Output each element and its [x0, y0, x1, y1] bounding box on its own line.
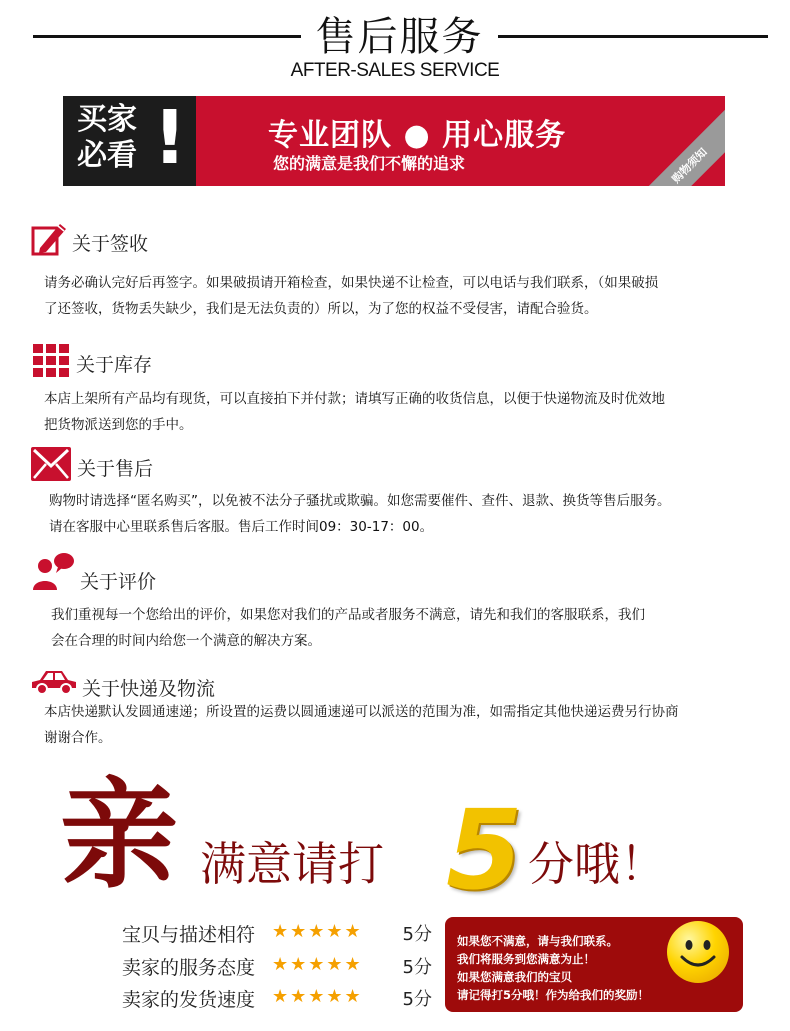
rating-row [122, 920, 432, 950]
rating-label: 卖家的服务态度 [122, 957, 256, 979]
rating-stars: ★★★★★ [272, 986, 363, 1007]
section-text-aftersales [49, 488, 671, 540]
section-line: 请务必确认完好后再签字。如果破损请开箱检查，如果快递不让检查，可以电话与我们联系，（如果破损 [44, 275, 659, 291]
rating-row [122, 985, 432, 1015]
page-subtitle: AFTER-SALES SERVICE [290, 60, 500, 81]
banner-buyer-line1: 买家 [77, 102, 137, 137]
rating-stars: ★★★★★ [272, 921, 363, 942]
note-line: 如果您不满意，请与我们联系。 [457, 934, 618, 948]
section-line: 谢谢合作。 [44, 730, 112, 746]
section-line: 我们重视每一个您给出的评价，如果您对我们的产品或者服务不满意，请先和我们的客服联系，我们 [51, 607, 645, 623]
section-line: 了还签收，货物丢失缺少，我们是无法负责的）所以，为了您的权益不受侵害，请配合验货。 [44, 301, 598, 317]
section-title-signing: 关于签收 [72, 233, 149, 255]
banner-sub-text: 您的满意是我们不懈的追求 [273, 154, 466, 173]
banner-dark-panel [63, 96, 196, 186]
section-title-review: 关于评价 [80, 571, 157, 593]
page-title: 售后服务 [315, 14, 484, 60]
section-title-aftersales: 关于售后 [77, 458, 154, 480]
banner-buyer-label [77, 102, 137, 174]
banner-corner-label: 购物须知 [669, 145, 710, 186]
header-divider-left [33, 35, 301, 38]
pen-edit-icon [30, 220, 68, 258]
rating-score: 5分 [402, 924, 432, 945]
promo-five: 5 [446, 786, 523, 914]
section-text-review [51, 602, 645, 654]
promo-text-points: 分哦！ [528, 837, 666, 891]
note-line: 如果您满意我们的宝贝 [457, 970, 572, 984]
section-line: 请在客服中心里联系售后客服。售后工作时间09：30-17：00。 [49, 519, 434, 535]
promo-qin: 亲 [60, 765, 179, 904]
rating-label: 宝贝与描述相符 [122, 924, 256, 946]
section-text-shipping [44, 699, 679, 751]
banner-main-text: 专业团队 ● 用心服务 [268, 118, 567, 153]
section-title-stock: 关于库存 [76, 354, 153, 376]
rating-row [122, 953, 432, 983]
rating-score: 5分 [402, 957, 432, 978]
notice-banner [63, 96, 725, 186]
section-line: 会在合理的时间内给您一个满意的解决方案。 [51, 633, 321, 649]
note-line: 请记得打5分哦！作为给我们的奖励！ [457, 988, 649, 1002]
section-line: 购物时请选择“匿名购买”，以免被不法分子骚扰或欺骗。如您需要催件、查件、退款、换货等售后服务。 [49, 493, 671, 509]
rating-score: 5分 [402, 989, 432, 1010]
envelope-icon [31, 447, 71, 481]
user-chat-icon [31, 552, 75, 592]
smiley-face-drawing [667, 921, 729, 983]
rating-stars: ★★★★★ [272, 954, 363, 975]
section-text-signing [44, 270, 658, 322]
section-line: 本店上架所有产品均有现货，可以直接拍下并付款；请填写正确的收货信息，以便于快递物流及时优效地 [44, 391, 665, 407]
section-line: 把货物派送到您的手中。 [44, 417, 193, 433]
note-line: 我们将服务到您满意为止！ [457, 952, 595, 966]
header-divider-right [498, 35, 768, 38]
promo-text-satisfied: 满意请打 [200, 837, 384, 891]
car-icon [30, 668, 78, 696]
grid-icon [33, 344, 69, 378]
satisfaction-note [445, 917, 743, 1012]
smiley-face-icon [667, 921, 729, 983]
rating-label: 卖家的发货速度 [122, 989, 256, 1011]
exclamation-icon: ! [153, 96, 187, 181]
section-line: 本店快递默认发圆通速递；所设置的运费以圆通速递可以派送的范围为准，如需指定其他快递运费另行协商 [44, 704, 679, 720]
section-text-stock [44, 386, 665, 438]
section-title-shipping: 关于快递及物流 [82, 678, 216, 700]
banner-buyer-line2: 必看 [77, 138, 137, 173]
